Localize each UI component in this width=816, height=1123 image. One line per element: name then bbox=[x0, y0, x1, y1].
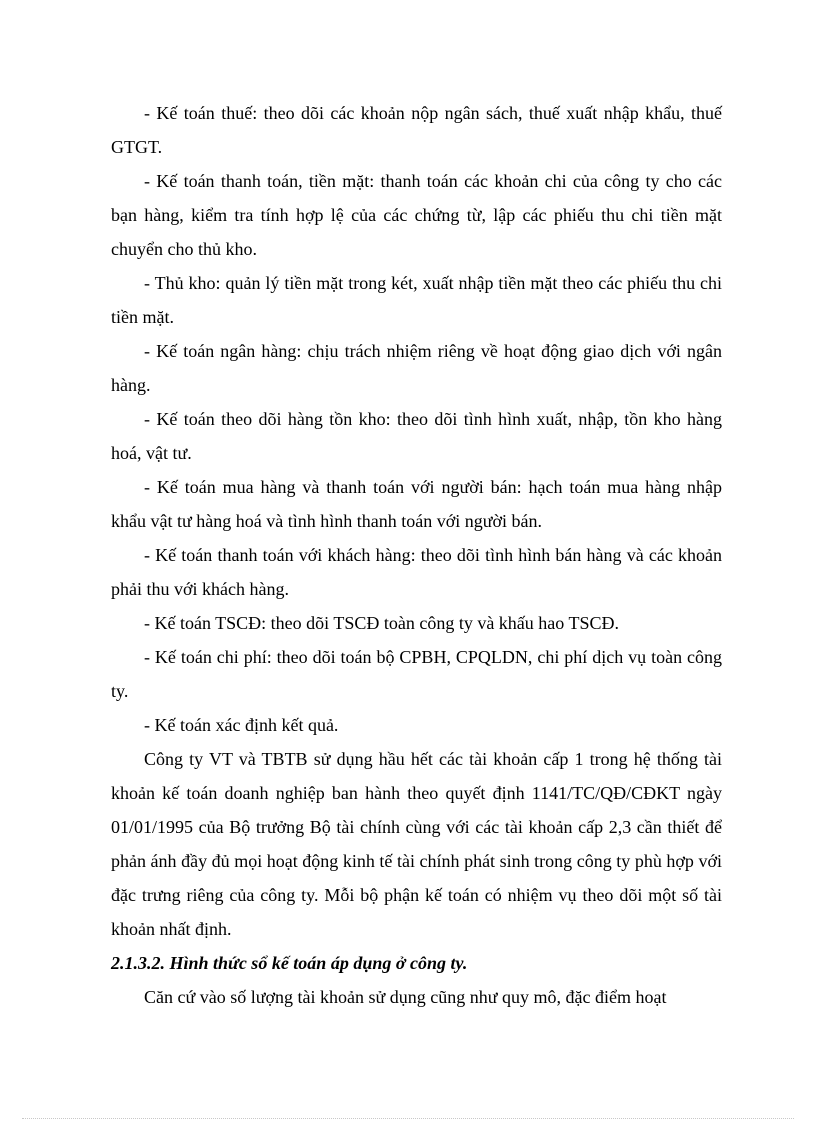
paragraph-closing: Căn cứ vào số lượng tài khoản sử dụng cũng như quy mô, đặc điểm hoạt bbox=[144, 987, 667, 1007]
paragraph-result-accounting: - Kế toán xác định kết quả. bbox=[144, 715, 339, 735]
paragraph-fixed-asset-accounting: - Kế toán TSCĐ: theo dõi TSCĐ toàn công ty và khấu hao TSCĐ. bbox=[144, 613, 619, 633]
footer-divider bbox=[22, 1118, 794, 1119]
paragraph-purchase-accounting: - Kế toán mua hàng và thanh toán với người bán: hạch toán mua hàng nhập khẩu vật tư hàng hoá và tình hình thanh toán với người bán. bbox=[111, 477, 722, 531]
paragraph-inventory-accounting: - Kế toán theo dõi hàng tồn kho: theo dõi tình hình xuất, nhập, tồn kho hàng hoá, vật tư. bbox=[111, 409, 722, 463]
paragraph-customer-accounting: - Kế toán thanh toán với khách hàng: theo dõi tình hình bán hàng và các khoản phải thu với khách hàng. bbox=[111, 545, 722, 599]
document-body bbox=[111, 96, 722, 1014]
paragraph-expense-accounting: - Kế toán chi phí: theo dõi toán bộ CPBH, CPQLDN, chi phí dịch vụ toàn công ty. bbox=[111, 647, 722, 701]
paragraph-bank-accounting: - Kế toán ngân hàng: chịu trách nhiệm riêng về hoạt động giao dịch với ngân hàng. bbox=[111, 341, 722, 395]
paragraph-payment-cash-accounting: - Kế toán thanh toán, tiền mặt: thanh toán các khoản chi của công ty cho các bạn hàng, kiểm tra tính hợp lệ của các chứng từ, lập các phiếu thu chi tiền mặt chuyển cho thủ kho. bbox=[111, 171, 722, 259]
paragraph-account-system: Công ty VT và TBTB sử dụng hầu hết các tài khoản cấp 1 trong hệ thống tài khoản kế toán doanh nghiệp ban hành theo quyết định 1141/TC/QĐ/CĐKT ngày 01/01/1995 của Bộ trưởng Bộ tài chính cùng với các tài khoản cấp 2,3 cần thiết để phản ánh đầy đủ mọi hoạt động kinh tế tài chính phát sinh trong công ty phù hợp với đặc trưng riêng của công ty. Mỗi bộ phận kế toán có nhiệm vụ theo dõi một số tài khoản nhất định. bbox=[111, 749, 722, 939]
paragraph-treasurer: - Thủ kho: quản lý tiền mặt trong két, xuất nhập tiền mặt theo các phiếu thu chi tiền mặt. bbox=[111, 273, 722, 327]
section-heading: 2.1.3.2. Hình thức sổ kế toán áp dụng ở công ty. bbox=[111, 953, 468, 973]
paragraph-tax-accounting: - Kế toán thuế: theo dõi các khoản nộp ngân sách, thuế xuất nhập khẩu, thuế GTGT. bbox=[111, 103, 722, 157]
